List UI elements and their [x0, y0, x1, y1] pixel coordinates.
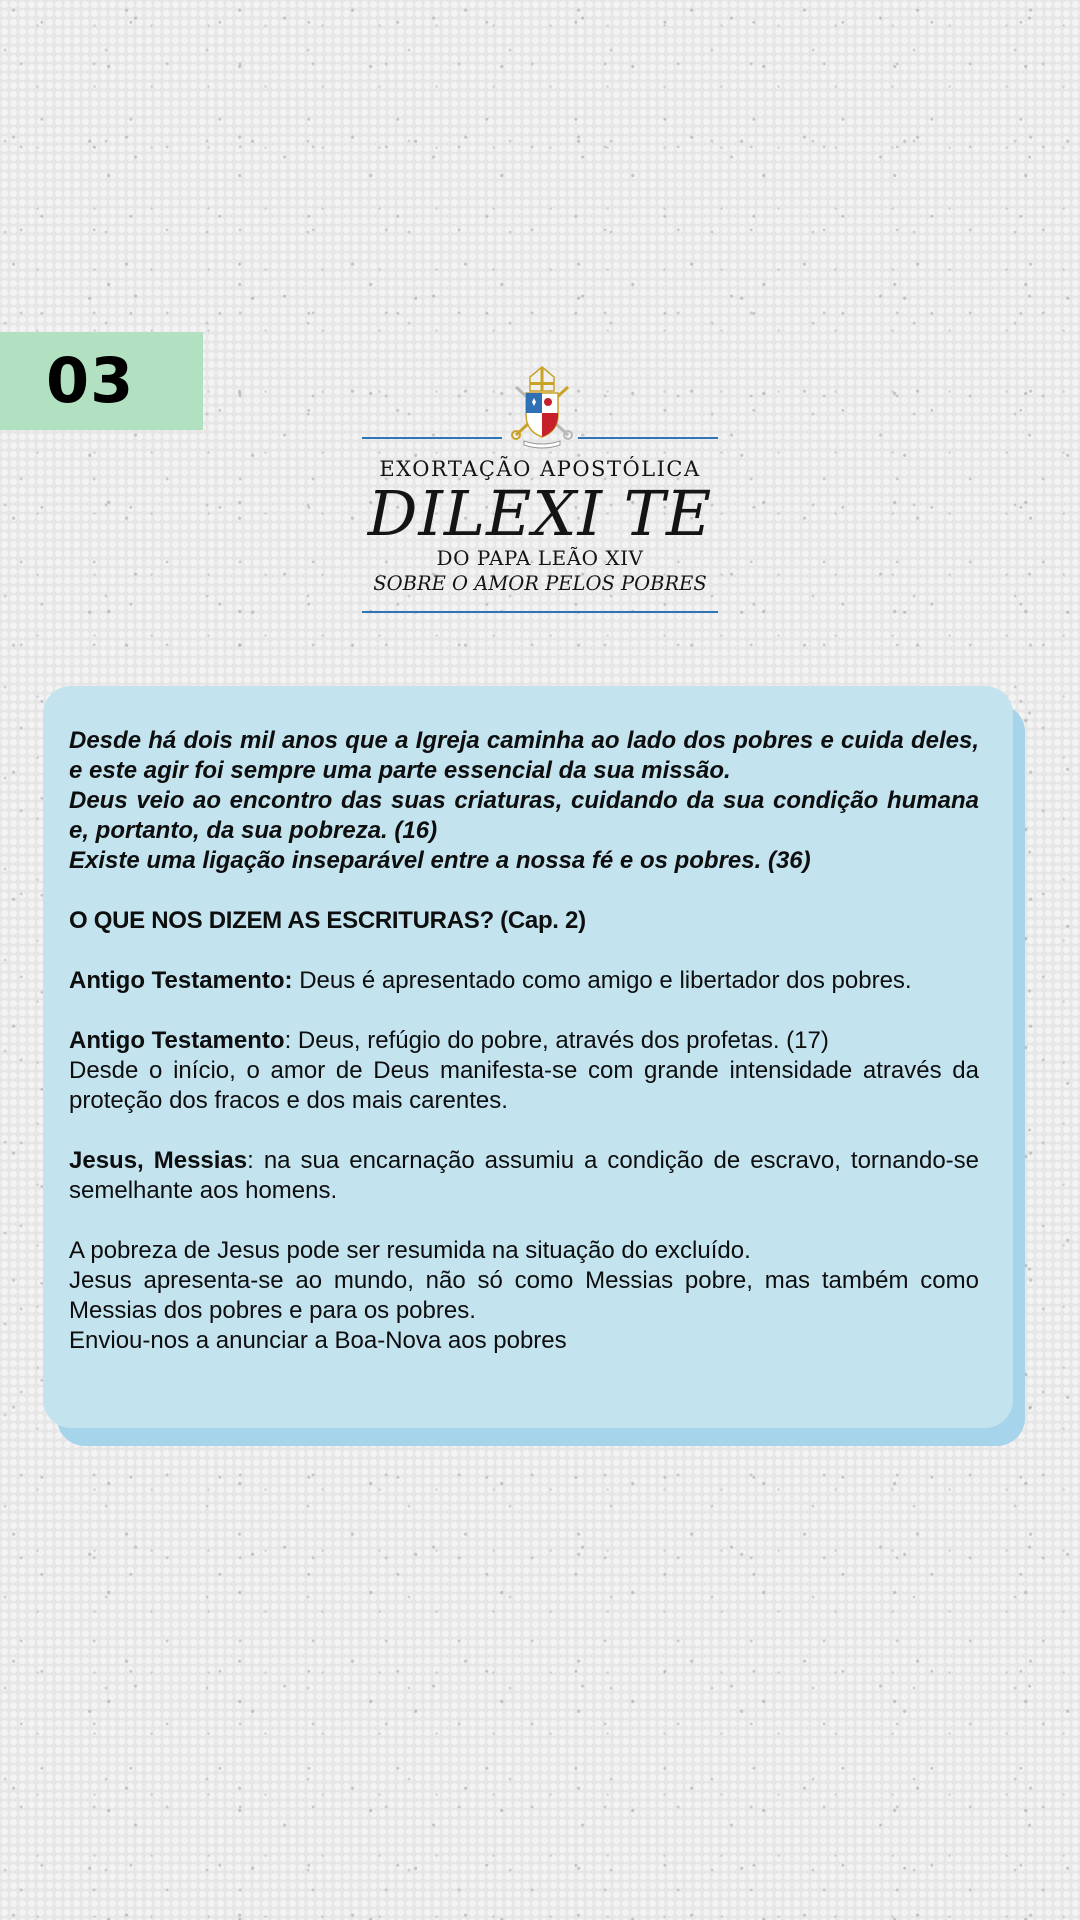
closing-paragraph-1: A pobreza de Jesus pode ser resumida na situação do excluído.	[69, 1237, 751, 1264]
block-old-testament-2-detail: Desde o início, o amor de Deus manifesta-se com grande intensidade através da proteção dos fracos e dos mais carentes.	[69, 1057, 979, 1114]
block-jesus-messias-label: Jesus, Messias	[69, 1147, 248, 1174]
document-subtitle: SOBRE O AMOR PELOS POBRES	[373, 572, 707, 595]
intro-paragraph-2: Deus veio ao encontro das suas criaturas, cuidando da sua condição humana e, portanto, da sua pobreza. (16)	[69, 787, 979, 844]
block-old-testament-2-label: Antigo Testamento	[69, 1027, 285, 1054]
header-rule-bottom	[362, 611, 718, 613]
block-old-testament-2-text: : Deus, refúgio do pobre, através dos profetas. (17)	[284, 1027, 829, 1054]
closing-paragraph-2: Jesus apresenta-se ao mundo, não só como Messias pobre, mas também como Messias dos pobres e para os pobres.	[69, 1267, 979, 1324]
closing-paragraph-3: Enviou-nos a anunciar a Boa-Nova aos pobres	[69, 1327, 567, 1354]
block-old-testament-1-label: Antigo Testamento:	[69, 967, 293, 994]
card-body	[69, 726, 979, 1356]
block-jesus-messias-text: : na sua encarnação assumiu a condição de escravo, tornando-se semelhante aos homens.	[69, 1147, 979, 1204]
document-title: DILEXI TE	[367, 477, 713, 550]
block-old-testament-1-text: Deus é apresentado como amigo e libertador dos pobres.	[292, 967, 912, 994]
papal-coat-of-arms-icon	[510, 365, 574, 449]
header-rule-left	[362, 437, 502, 439]
block-jesus-messias	[69, 1146, 979, 1206]
page-number-tab	[0, 332, 203, 430]
document-author: DO PAPA LEÃO XIV	[436, 546, 644, 570]
section-heading: O QUE NOS DIZEM AS ESCRITURAS? (Cap. 2)	[69, 907, 586, 934]
document-type-label: EXORTAÇÃO APOSTÓLICA	[379, 457, 701, 481]
page-number: 03	[46, 344, 135, 417]
block-old-testament-2	[69, 1026, 979, 1056]
document-header	[362, 365, 718, 620]
header-rule-right	[578, 437, 718, 439]
intro-paragraph-3: Existe uma ligação inseparável entre a nossa fé e os pobres. (36)	[69, 847, 811, 874]
block-old-testament-1	[69, 966, 979, 996]
content-card	[43, 686, 1013, 1428]
intro-paragraph-1: Desde há dois mil anos que a Igreja caminha ao lado dos pobres e cuida deles, e este agir foi sempre uma parte essencial da sua missão.	[69, 727, 979, 784]
